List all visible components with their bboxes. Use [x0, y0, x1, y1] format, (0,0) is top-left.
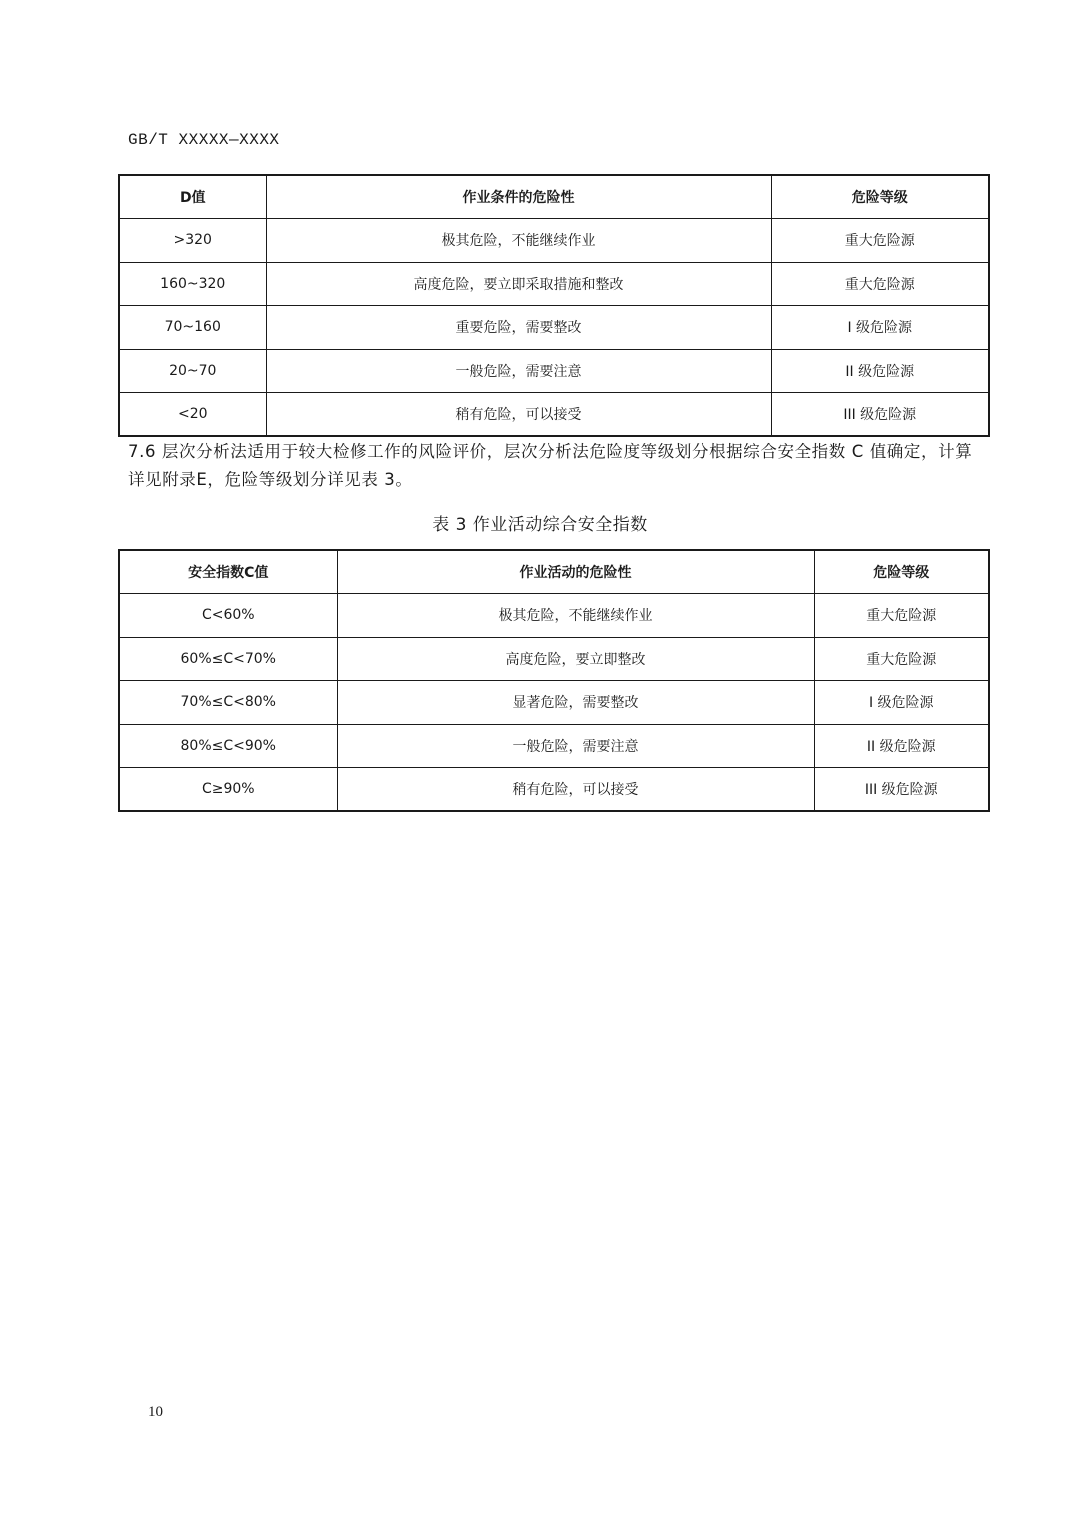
table-cell: 稍有危险，可以接受	[337, 768, 814, 812]
table-cell: I 级危险源	[771, 306, 989, 350]
table-header-row	[119, 175, 989, 219]
table-row	[119, 393, 989, 437]
table-row	[119, 349, 989, 393]
table-cell: 重大危险源	[814, 594, 989, 638]
table-cell: I 级危险源	[814, 681, 989, 725]
table-row	[119, 768, 989, 812]
table-cell: 极其危险，不能继续作业	[266, 219, 771, 263]
table-cell: >320	[119, 219, 266, 263]
standard-code: GB/T XXXXX—XXXX	[128, 131, 280, 149]
table-row	[119, 681, 989, 725]
section-7-6-paragraph: 7.6 层次分析法适用于较大检修工作的风险评价，层次分析法危险度等级划分根据综合安全指数 C 值确定，计算详见附录E，危险等级划分详见表 3。	[128, 442, 973, 489]
table-cell: C≥90%	[119, 768, 337, 812]
table-cell: III 级危险源	[771, 393, 989, 437]
table-3-caption: 表 3 作业活动综合安全指数	[432, 515, 648, 535]
table-cell: 高度危险，要立即采取措施和整改	[266, 262, 771, 306]
table-cell: 重大危险源	[771, 219, 989, 263]
table-cell: 一般危险，需要注意	[266, 349, 771, 393]
safety-index-table	[118, 549, 990, 812]
table-cell: 70~160	[119, 306, 266, 350]
table-cell: 稍有危险，可以接受	[266, 393, 771, 437]
table-cell: 重大危险源	[814, 637, 989, 681]
header-cell: 作业条件的危险性	[266, 175, 771, 219]
table-cell: 重要危险，需要整改	[266, 306, 771, 350]
table-row	[119, 262, 989, 306]
table-cell: 显著危险，需要整改	[337, 681, 814, 725]
table-cell: 极其危险，不能继续作业	[337, 594, 814, 638]
table-header-row	[119, 550, 989, 594]
table-cell: III 级危险源	[814, 768, 989, 812]
table-row	[119, 724, 989, 768]
header-cell: 安全指数C值	[119, 550, 337, 594]
table-cell: 高度危险，要立即整改	[337, 637, 814, 681]
table-cell: C<60%	[119, 594, 337, 638]
table-cell: II 级危险源	[771, 349, 989, 393]
table-cell: II 级危险源	[814, 724, 989, 768]
d-value-table	[118, 174, 990, 437]
header-cell: 危险等级	[771, 175, 989, 219]
table-cell: <20	[119, 393, 266, 437]
table-row	[119, 637, 989, 681]
table-row	[119, 219, 989, 263]
table-cell: 重大危险源	[771, 262, 989, 306]
table-row	[119, 594, 989, 638]
table-cell: 70%≤C<80%	[119, 681, 337, 725]
table-cell: 20~70	[119, 349, 266, 393]
table-row	[119, 306, 989, 350]
table-cell: 60%≤C<70%	[119, 637, 337, 681]
table-cell: 80%≤C<90%	[119, 724, 337, 768]
header-cell: 危险等级	[814, 550, 989, 594]
page-number: 10	[148, 1404, 163, 1420]
header-cell: D值	[119, 175, 266, 219]
table-cell: 160~320	[119, 262, 266, 306]
header-cell: 作业活动的危险性	[337, 550, 814, 594]
table-cell: 一般危险，需要注意	[337, 724, 814, 768]
